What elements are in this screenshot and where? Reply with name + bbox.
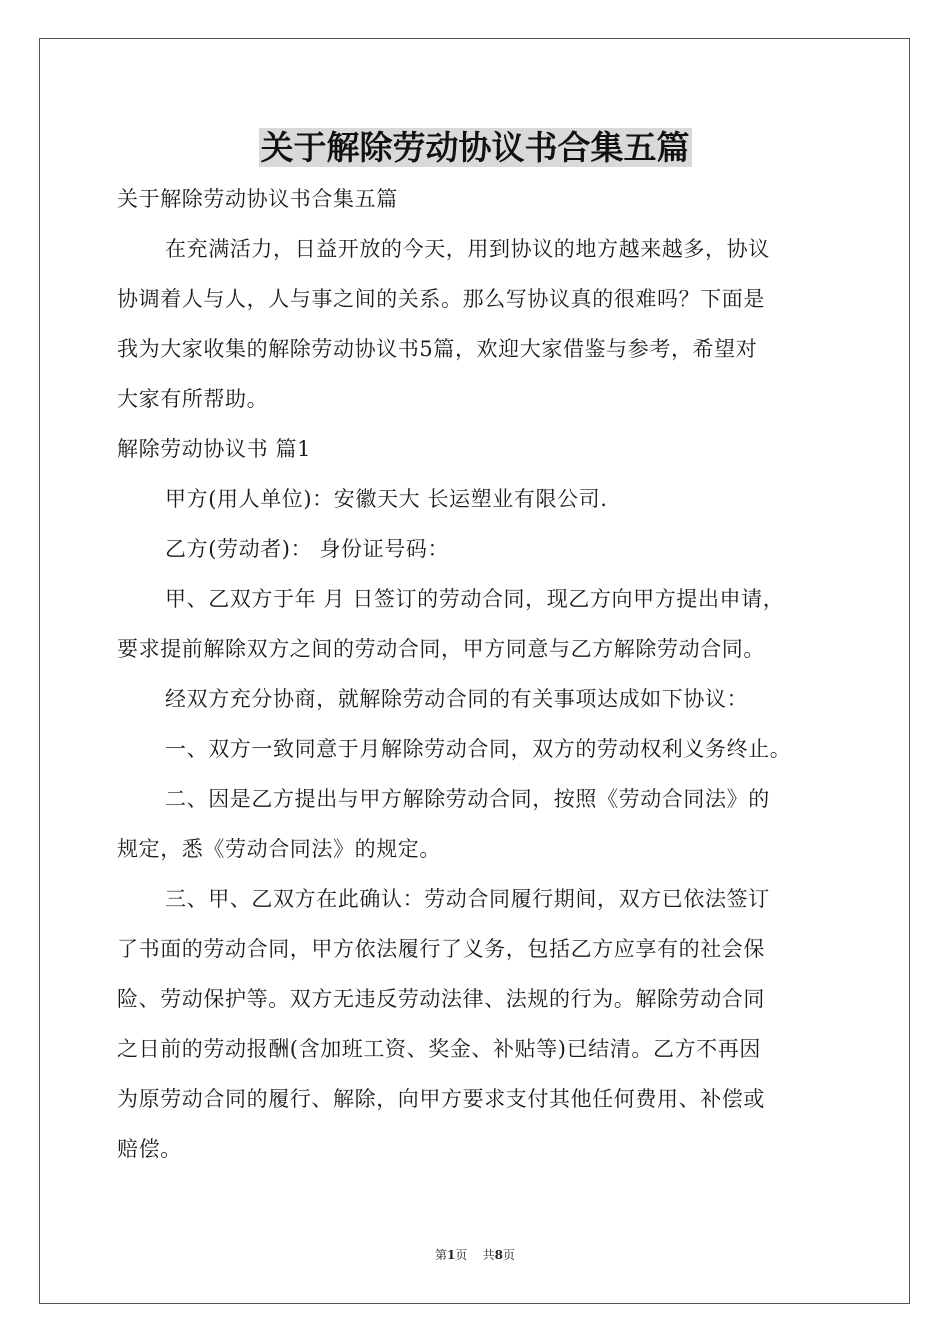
clause-3-line-6: 赔偿。 xyxy=(117,1137,182,1161)
document-title xyxy=(0,124,950,172)
intro-line-4: 大家有所帮助。 xyxy=(117,387,269,411)
section-heading: 解除劳动协议书 篇1 xyxy=(117,437,312,461)
clause-1: 一、双方一致同意于月解除劳动合同，双方的劳动权利义务终止。 xyxy=(165,737,792,761)
intro-line-3: 我为大家收集的解除劳动协议书5篇，欢迎大家借鉴与参考，希望对 xyxy=(117,337,758,361)
footer-total-prefix: 共 xyxy=(482,1248,495,1262)
clause-2-line-2: 规定，悉《劳动合同法》的规定。 xyxy=(117,837,441,861)
footer-page-suffix: 页 xyxy=(455,1248,468,1262)
intro-line-1: 在充满活力，日益开放的今天，用到协议的地方越来越多，协议 xyxy=(165,237,770,261)
footer-total-pages: 8 xyxy=(494,1248,503,1262)
footer-total-suffix: 页 xyxy=(503,1248,516,1262)
document-title-text: 关于解除劳动协议书合集五篇 xyxy=(260,128,690,167)
document-subtitle: 关于解除劳动协议书合集五篇 xyxy=(117,187,398,211)
footer-page-number: 1 xyxy=(446,1248,456,1262)
page-footer xyxy=(0,1247,950,1263)
page-frame xyxy=(39,38,910,1304)
clause-3-line-3: 险、劳动保护等。双方无违反劳动法律、法规的行为。解除劳动合同 xyxy=(117,987,765,1011)
clause-3-line-1: 三、甲、乙双方在此确认：劳动合同履行期间，双方已依法签订 xyxy=(165,887,770,911)
paragraph-1-line-1: 甲、乙双方于年 月 日签订的劳动合同，现乙方向甲方提出申请， xyxy=(165,587,785,611)
paragraph-1-line-2: 要求提前解除双方之间的劳动合同，甲方同意与乙方解除劳动合同。 xyxy=(117,637,765,661)
clause-3-line-5: 为原劳动合同的履行、解除，向甲方要求支付其他任何费用、补偿或 xyxy=(117,1087,765,1111)
party-a-line: 甲方(用人单位)：安徽天大 长运塑业有限公司. xyxy=(165,487,608,511)
clause-2-line-1: 二、因是乙方提出与甲方解除劳动合同，按照《劳动合同法》的 xyxy=(165,787,770,811)
party-b-line: 乙方(劳动者)： 身份证号码： xyxy=(165,537,450,561)
footer-page-prefix: 第 xyxy=(434,1248,447,1262)
clause-3-line-4: 之日前的劳动报酬(含加班工资、奖金、补贴等)已结清。乙方不再因 xyxy=(117,1037,761,1061)
clause-3-line-2: 了书面的劳动合同，甲方依法履行了义务，包括乙方应享有的社会保 xyxy=(117,937,765,961)
intro-line-2: 协调着人与人，人与事之间的关系。那么写协议真的很难吗？下面是 xyxy=(117,287,765,311)
paragraph-2: 经双方充分协商，就解除劳动合同的有关事项达成如下协议： xyxy=(165,687,749,711)
